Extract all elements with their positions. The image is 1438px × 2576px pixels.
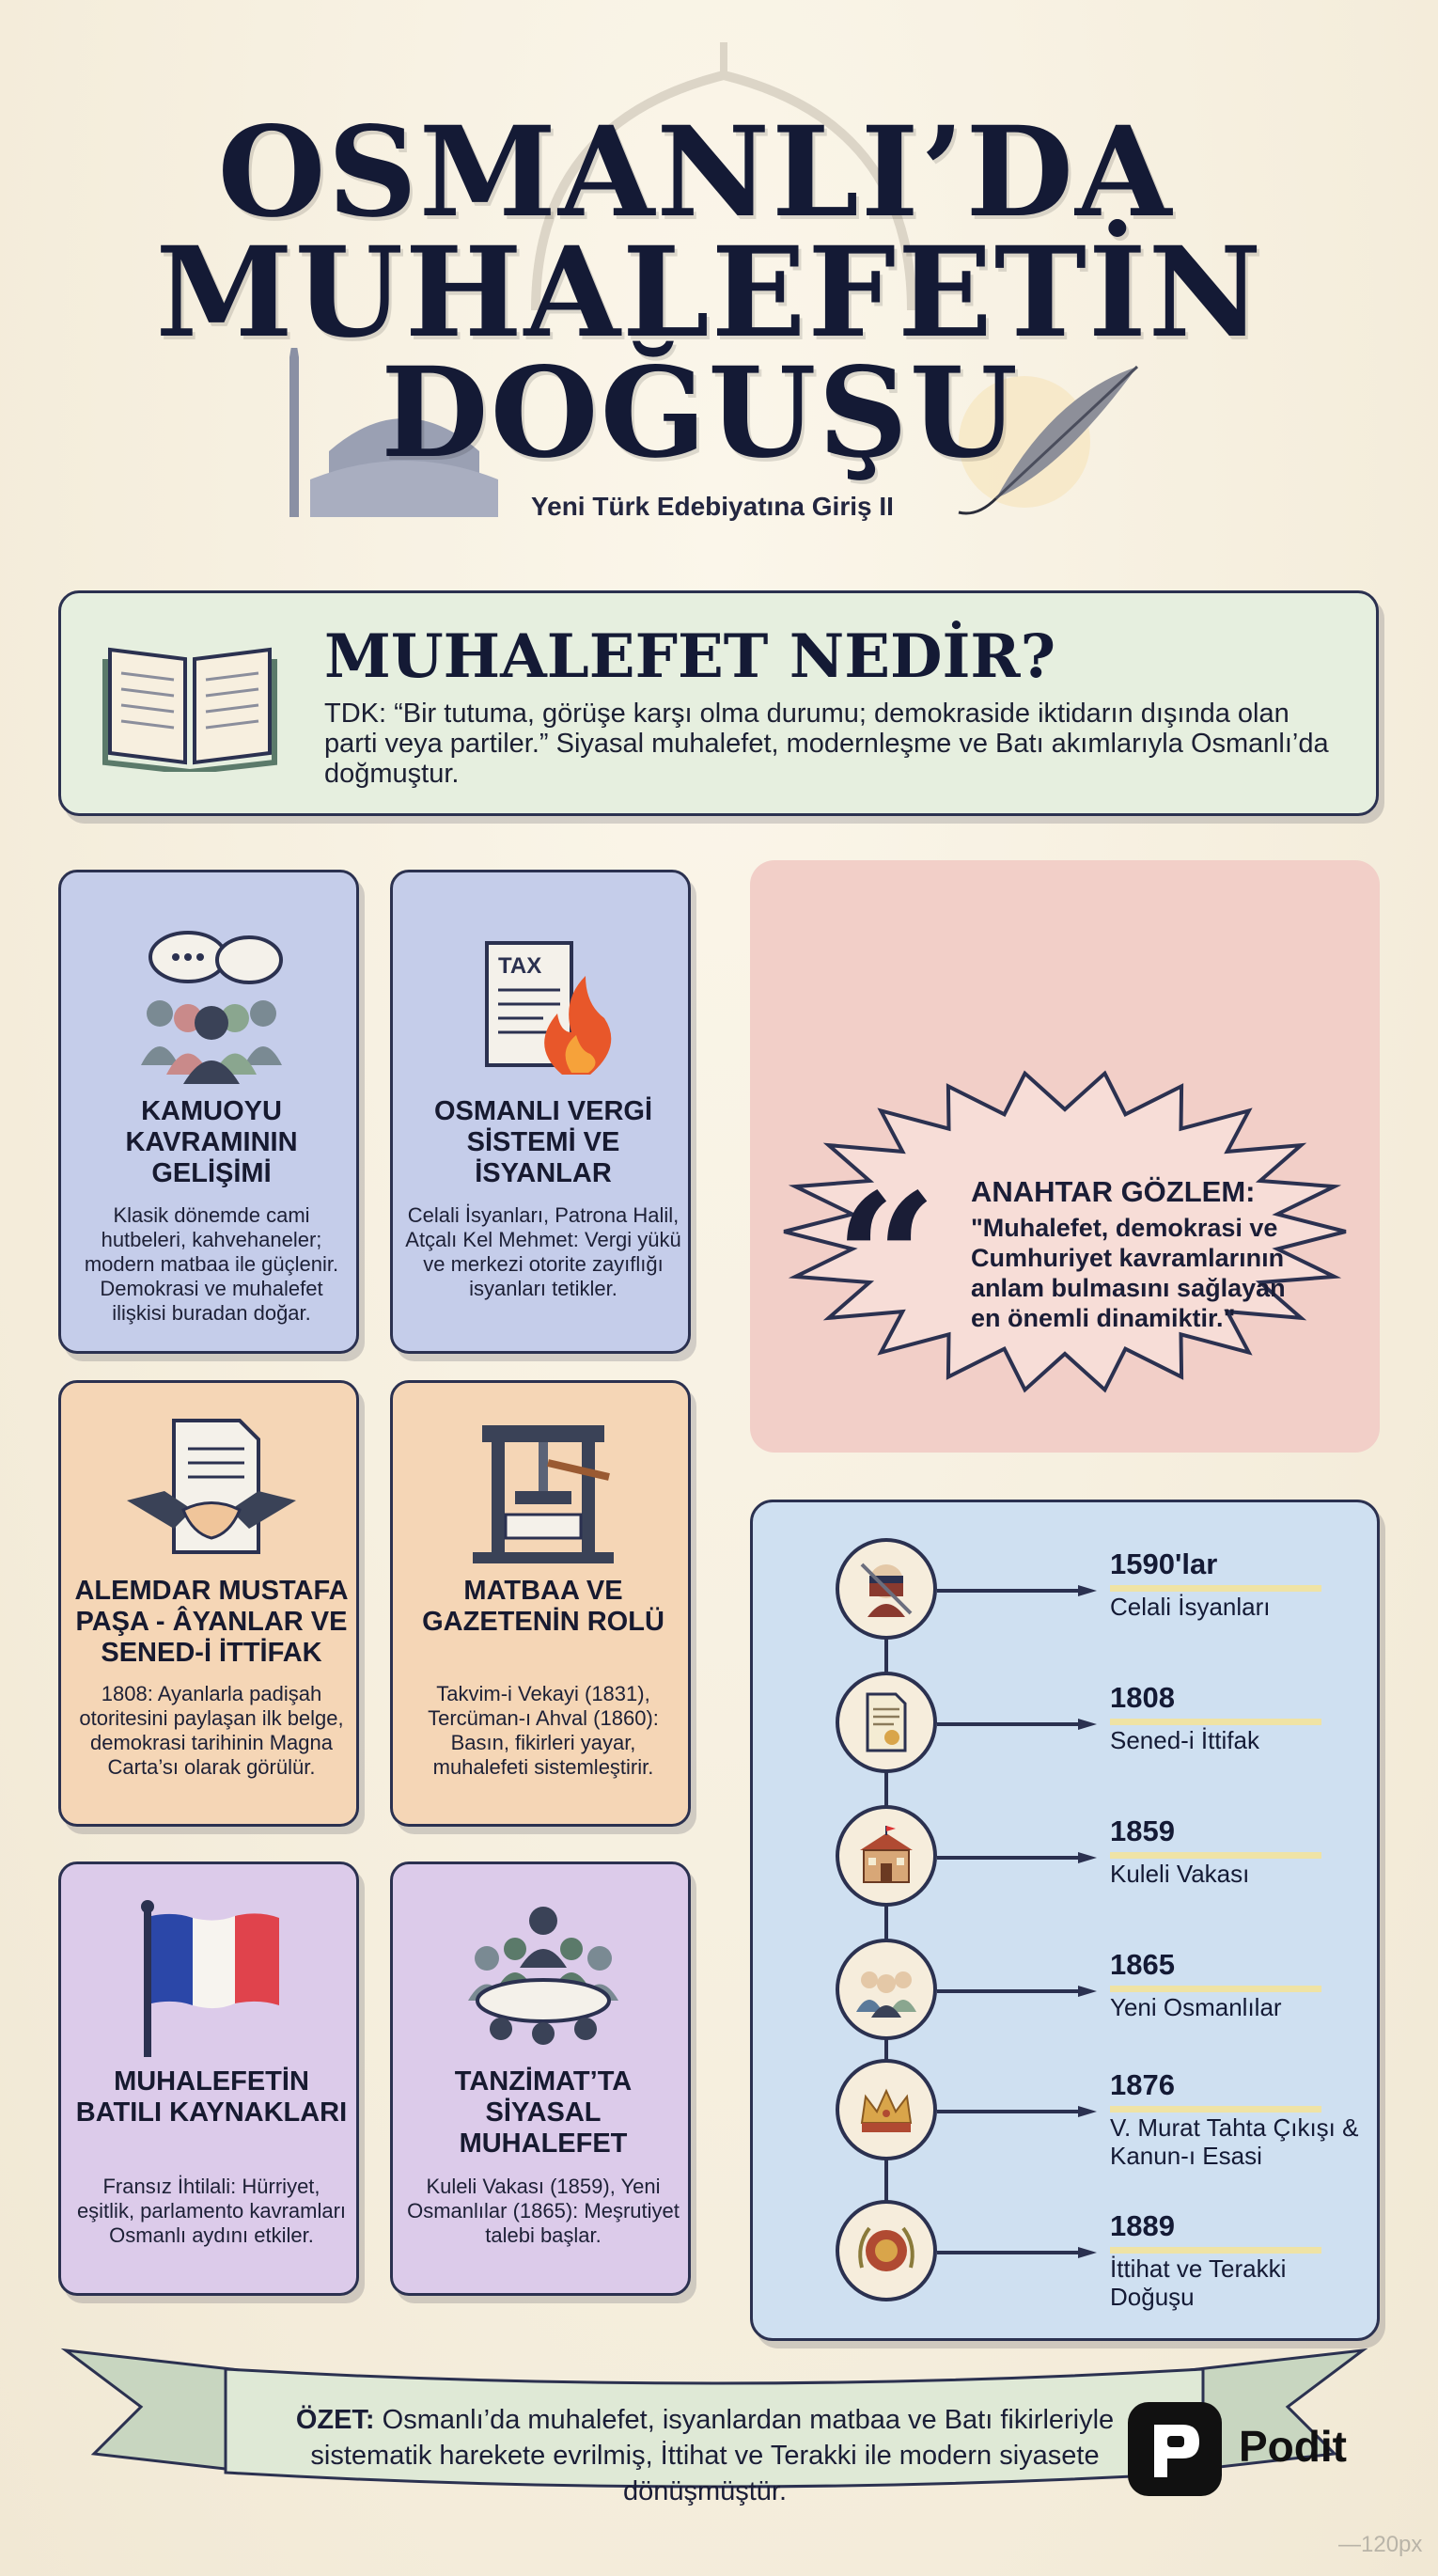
title-line-2: MUHALEFETİN xyxy=(155,220,1264,366)
timeline-item xyxy=(753,1538,1383,1651)
card-kamuoyu-title: KAMUOYU KAVRAMININ GELİŞİMİ xyxy=(125,1096,298,1188)
timeline-label: Sened-i İttifak xyxy=(1110,1726,1259,1754)
timeline-year-underline xyxy=(1110,1719,1321,1725)
building-icon xyxy=(852,1822,920,1890)
card-matbaa xyxy=(390,1380,691,1827)
card-vergi-text: Celali İsyanları, Patrona Halil, Atçalı Kel Mehmet: Vergi yükü ve merkezi otorite zayıflığı isyanları tetikler. xyxy=(405,1203,681,1300)
timeline-year-underline xyxy=(1110,1986,1321,1992)
meeting-table-icon xyxy=(449,1897,637,2057)
title-line-3: DOĞUŞU xyxy=(381,340,1020,486)
svg-text:TAX: TAX xyxy=(498,953,542,979)
page-title xyxy=(0,100,1438,486)
quote-title: ANAHTAR GÖZLEM: xyxy=(971,1175,1256,1208)
quote-mark-icon: “ xyxy=(835,1154,938,1364)
card-batili-title: MUHALEFETİN BATILI KAYNAKLARI xyxy=(75,2066,348,2128)
definition-card xyxy=(58,590,1379,816)
crowd-speech-icon xyxy=(117,924,305,1084)
card-tanzimat-text: Kuleli Vakası (1859), Yeni Osmanlılar (1865): Meşrutiyet talebi başlar. xyxy=(407,2175,680,2247)
timeline-panel xyxy=(750,1500,1380,2341)
timeline-item xyxy=(753,1939,1383,2051)
timeline-item xyxy=(753,2200,1383,2313)
handshake-document-icon xyxy=(117,1411,305,1571)
french-flag-icon xyxy=(117,1897,305,2057)
card-batili-text: Fransız İhtilali: Hürriyet, eşitlik, parlamento kavramları Osmanlı aydını etkiler. xyxy=(76,2175,347,2247)
timeline-label: Yeni Osmanlılar xyxy=(1110,1993,1282,2021)
card-matbaa-text: Takvim-i Vekayi (1831), Tercüman-ı Ahval (1860): Basın, fikirleri yayar, muhalefeti sistemleştirir. xyxy=(428,1682,659,1779)
timeline-year: 1889 xyxy=(1110,2209,1175,2242)
timeline-arrow xyxy=(937,2106,1097,2117)
open-book-icon xyxy=(101,631,279,772)
timeline-year: 1808 xyxy=(1110,1681,1175,1714)
card-alemdar-text: 1808: Ayanlarla padişah otoritesini paylaşan ilk belge, demokrasi tarihinin Magna Carta’sı olarak görülür. xyxy=(79,1682,344,1779)
key-observation-panel xyxy=(750,860,1380,1453)
printing-press-icon xyxy=(449,1411,637,1571)
card-alemdar xyxy=(58,1380,359,1827)
corner-mark: —120px xyxy=(1338,2532,1423,2557)
timeline-label: Celali İsyanları xyxy=(1110,1593,1271,1621)
summary-text xyxy=(254,2402,1156,2509)
card-kamuoyu xyxy=(58,870,359,1354)
timeline-icon-circle xyxy=(836,2059,937,2160)
card-matbaa-title: MATBAA VE GAZETENİN ROLÜ xyxy=(422,1576,664,1637)
timeline-item xyxy=(753,1805,1383,1918)
crown-icon xyxy=(852,2076,920,2144)
timeline-item xyxy=(753,2059,1383,2172)
document-seal-icon xyxy=(852,1689,920,1756)
timeline-arrow xyxy=(937,1852,1097,1863)
timeline-year: 1865 xyxy=(1110,1948,1175,1981)
card-tanzimat-title: TANZİMAT’TA SİYASAL MUHALEFET xyxy=(454,2066,633,2159)
brand-name: Podit xyxy=(1239,2422,1347,2471)
timeline-icon-circle xyxy=(836,1805,937,1907)
card-tanzimat xyxy=(390,1861,691,2296)
timeline-arrow xyxy=(937,1719,1097,1730)
timeline-year-underline xyxy=(1110,1585,1321,1592)
summary-label: ÖZET: xyxy=(295,2405,375,2435)
card-batili xyxy=(58,1861,359,2296)
timeline-label: V. Murat Tahta Çıkışı & Kanun-ı Esasi xyxy=(1110,2113,1359,2170)
timeline-arrow xyxy=(937,1986,1097,1997)
podit-logo-icon xyxy=(1128,2402,1222,2496)
timeline-label: Kuleli Vakası xyxy=(1110,1860,1250,1888)
timeline-icon-circle xyxy=(836,1538,937,1640)
definition-title: MUHALEFET NEDİR? xyxy=(324,621,1056,692)
quote-text: "Muhalefet, demokrasi ve Cumhuriyet kavramlarının anlam bulmasını sağlayan en önemli dinamiktir." xyxy=(971,1214,1286,1332)
timeline-year-underline xyxy=(1110,2106,1321,2113)
timeline-icon-circle xyxy=(836,1672,937,1773)
summary-body: Osmanlı’da muhalefet, isyanlardan matbaa ve Batı fikirleriyle sistematik harekete evrilmiş, İttihat ve Terakki ile modern siyasete dönüşmüştür. xyxy=(310,2405,1115,2506)
page-subtitle: Yeni Türk Edebiyatına Giriş II xyxy=(531,492,894,521)
timeline-year: 1590'lar xyxy=(1110,1547,1218,1580)
emblem-icon xyxy=(852,2217,920,2285)
timeline-year: 1859 xyxy=(1110,1814,1175,1847)
card-vergi xyxy=(390,870,691,1354)
title-line-1: OSMANLI’DA xyxy=(217,100,1174,245)
card-vergi-title: OSMANLI VERGİ SİSTEMİ VE İSYANLAR xyxy=(433,1096,652,1188)
group-icon xyxy=(852,1956,920,2023)
timeline-arrow xyxy=(937,1585,1097,1596)
timeline-year: 1876 xyxy=(1110,2068,1175,2101)
timeline-year-underline xyxy=(1110,1852,1321,1859)
timeline-arrow xyxy=(937,2247,1097,2258)
timeline-label: İttihat ve Terakki Doğuşu xyxy=(1110,2254,1287,2311)
timeline-icon-circle xyxy=(836,2200,937,2301)
timeline-item xyxy=(753,1672,1383,1784)
timeline-year-underline xyxy=(1110,2247,1321,2254)
tax-fire-icon xyxy=(449,924,637,1084)
timeline-icon-circle xyxy=(836,1939,937,2040)
definition-text: TDK: “Bir tutuma, görüşe karşı olma durumu; demokraside iktidarın dışında olan parti veya partiler.” Siyasal muhalefet, modernleşme ve Batı akımlarıyla Osmanlı’da doğmuştur. xyxy=(324,699,1329,789)
card-kamuoyu-text: Klasik dönemde cami hutbeleri, kahvehaneler; modern matbaa ile güçlenir. Demokrasi ve muhalefet ilişkisi buradan doğar. xyxy=(84,1203,339,1325)
masked-rebel-icon xyxy=(852,1555,920,1623)
card-alemdar-title: ALEMDAR MUSTAFA PAŞA - ÂYANLAR VE SENED-İ İTTİFAK xyxy=(74,1576,349,1668)
